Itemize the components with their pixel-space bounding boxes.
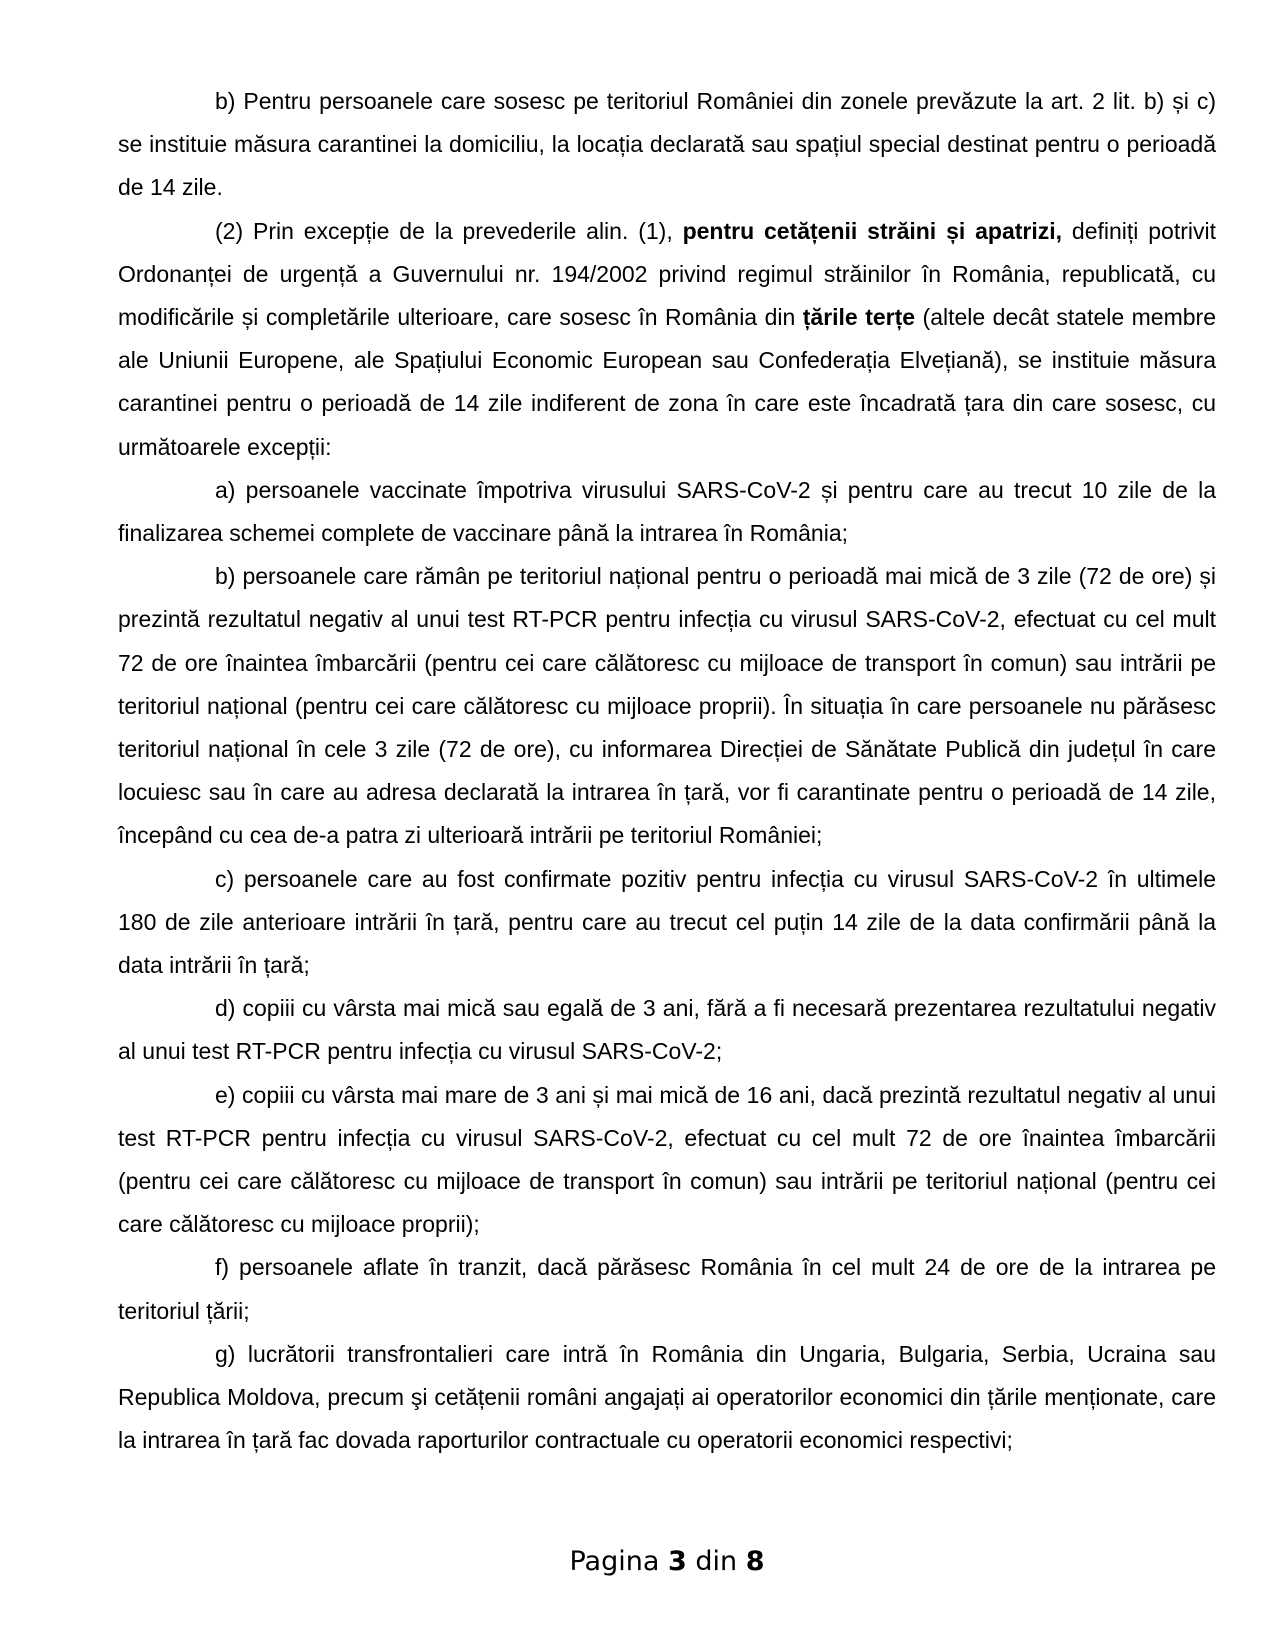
text-run: definiți potrivit Ordonanței de urgență a Guvernului nr. 194/2002 privind regimul străinilor în România, republicată, cu modificările și completările ulterioare, care sosesc în România din xyxy=(118,217,1216,331)
text-run: e) copiii cu vârsta mai mare de 3 ani și mai mică de 16 ani, dacă prezintă rezultatul negativ al unui test RT-PCR pentru infecția cu virusul SARS-CoV-2, efectuat cu cel mult 72 de ore înaintea îmbarcării (pentru cei care călătoresc cu mijloace de transport în comun) sau intrării pe teritoriul național (pentru cei care călătoresc cu mijloace proprii); xyxy=(118,1081,1216,1238)
footer-of-label: din xyxy=(695,1546,738,1577)
bold-text-run: țările terțe xyxy=(802,304,916,331)
paragraph xyxy=(118,1333,1216,1463)
footer-current-page: 3 xyxy=(667,1546,687,1577)
footer-page-label: Pagina xyxy=(569,1546,660,1577)
paragraph xyxy=(118,469,1216,555)
text-run: g) lucrătorii transfrontalieri care intră în România din Ungaria, Bulgaria, Serbia, Ucraina sau Republica Moldova, precum şi cetățenii români angajați ai operatorilor economici din țările menționate, care la intrarea în țară fac dovada raporturilor contractuale cu operatorii economici respectivi; xyxy=(118,1340,1216,1454)
text-run: a) persoanele vaccinate împotriva virusului SARS-CoV-2 și pentru care au trecut 10 zile de la finalizarea schemei complete de vaccinare până la intrarea în România; xyxy=(118,476,1216,547)
text-run: (altele decât statele membre ale Uniunii Europene, ale Spațiului Economic European sau Confederația Elvețiană), se instituie măsura carantinei pentru o perioadă de 14 zile indiferent de zona în care este încadrată țara din care sosesc, cu următoarele excepții: xyxy=(118,304,1217,460)
paragraph xyxy=(118,858,1216,988)
text-run: b) Pentru persoanele care sosesc pe teritoriul României din zonele prevăzute la art. 2 lit. b) și c) se instituie măsura carantinei la domiciliu, la locația declarată sau spațiul special destinat pentru o perioadă de 14 zile. xyxy=(118,88,1216,201)
paragraph xyxy=(118,1246,1216,1332)
text-run: f) persoanele aflate în tranzit, dacă părăsesc România în cel mult 24 de ore de la intrarea pe teritoriul țării; xyxy=(118,1254,1216,1324)
document-body xyxy=(118,80,1216,1463)
paragraph xyxy=(118,987,1216,1073)
text-run: (2) Prin excepție de la prevederile alin. (1), xyxy=(215,217,683,244)
paragraph xyxy=(118,210,1216,469)
text-run: b) persoanele care rămân pe teritoriul național pentru o perioadă mai mică de 3 zile (72 de ore) și prezintă rezultatul negativ al unui test RT-PCR pentru infecția cu virusul SARS-CoV-2, efectuat cu cel mult 72 de ore înaintea îmbarcării (pentru cei care călătoresc cu mijloace de transport în comun) sau intrării pe teritoriul național (pentru cei care călătoresc cu mijloace proprii). În situația în care persoanele nu părăsesc teritoriul național în cele 3 zile (72 de ore), cu informarea Direcției de Sănătate Publică din județul în care locuiesc sau în care au adresa declarată la intrarea în țară, vor fi carantinate pentru o perioadă de 14 zile, începând cu cea de-a patra zi ulterioară intrării pe teritoriul României; xyxy=(118,563,1216,849)
paragraph xyxy=(118,555,1216,857)
page-footer xyxy=(118,1544,1216,1580)
paragraph xyxy=(118,1074,1216,1247)
text-run: d) copiii cu vârsta mai mică sau egală de 3 ani, fără a fi necesară prezentarea rezultatului negativ al unui test RT-PCR pentru infecția cu virusul SARS-CoV-2; xyxy=(118,995,1216,1065)
footer-total-pages: 8 xyxy=(745,1546,765,1577)
paragraph xyxy=(118,80,1216,210)
text-run: c) persoanele care au fost confirmate pozitiv pentru infecția cu virusul SARS-CoV-2 în ultimele 180 de zile anterioare intrării în țară, pentru care au trecut cel puțin 14 zile de la data confirmării până la data intrării în țară; xyxy=(118,865,1216,979)
bold-text-run: pentru cetățenii străini și apatrizi, xyxy=(682,217,1063,244)
